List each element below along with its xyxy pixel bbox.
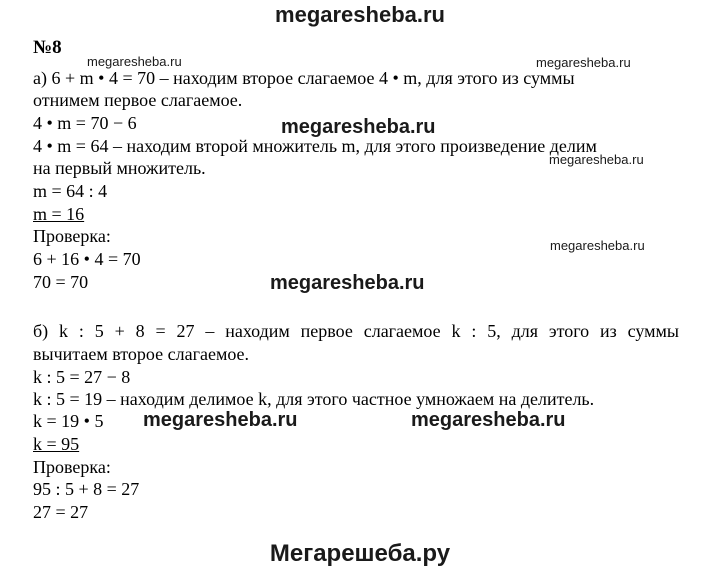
check-heading: Проверка: <box>33 226 111 246</box>
solution-line: k = 19 • 5 <box>33 411 104 431</box>
watermark-small: megaresheba.ru <box>87 54 182 69</box>
solution-line: на первый множитель. <box>33 158 206 178</box>
solution-line: отнимем первое слагаемое. <box>33 90 243 110</box>
watermark-big: megaresheba.ru <box>281 116 436 138</box>
solution-line: б) k : 5 + 8 = 27 – находим первое слагаемое k : 5, для этого из суммы <box>33 321 679 341</box>
check-heading: Проверка: <box>33 457 111 477</box>
watermark-small: megaresheba.ru <box>536 55 631 70</box>
watermark-small: megaresheba.ru <box>550 238 645 253</box>
answer-line: m = 16 <box>33 204 85 224</box>
site-footer: Мегарешеба.ру <box>269 540 451 567</box>
solution-line: 27 = 27 <box>33 502 89 522</box>
watermark-big: megaresheba.ru <box>270 272 425 294</box>
solution-line: m = 64 : 4 <box>33 181 108 201</box>
solution-line: а) 6 + m • 4 = 70 – находим второе слагаемое 4 • m, для этого из суммы <box>33 68 575 88</box>
solution-line: 4 • m = 64 – находим второй множитель m, для этого произведение делим <box>33 136 597 156</box>
solution-line: 6 + 16 • 4 = 70 <box>33 249 141 269</box>
solution-line: k : 5 = 19 – находим делимое k, для этого частное умножаем на делитель. <box>33 389 595 409</box>
answer-line: k = 95 <box>33 434 80 454</box>
problem-number: №8 <box>33 37 62 58</box>
solution-line: 95 : 5 + 8 = 27 <box>33 479 140 499</box>
watermark-big: megaresheba.ru <box>411 409 566 431</box>
solution-line: 70 = 70 <box>33 272 89 292</box>
watermark-big: megaresheba.ru <box>143 409 298 431</box>
watermark-small: megaresheba.ru <box>549 152 644 167</box>
site-header: megaresheba.ru <box>275 2 445 27</box>
solution-line: вычитаем второе слагаемое. <box>33 344 250 364</box>
solution-line: 4 • m = 70 − 6 <box>33 113 137 133</box>
solution-line: k : 5 = 27 − 8 <box>33 367 131 387</box>
